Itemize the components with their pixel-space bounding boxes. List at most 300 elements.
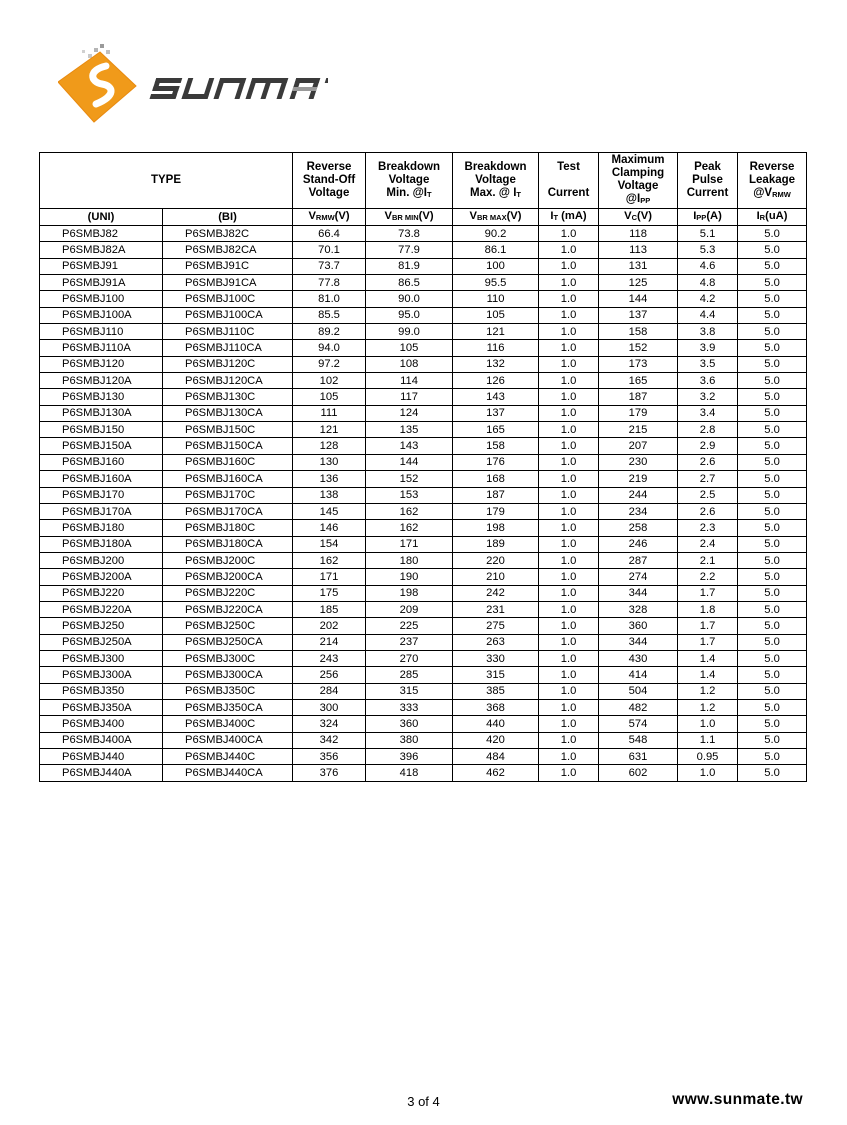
table-cell: 143 (453, 389, 539, 405)
table-cell: 1.0 (539, 536, 599, 552)
table-cell: P6SMBJ200C (163, 552, 293, 568)
table-cell: 97.2 (293, 356, 366, 372)
table-cell: 137 (599, 307, 678, 323)
table-cell: 5.0 (738, 389, 807, 405)
table-cell: P6SMBJ440 (40, 749, 163, 765)
table-cell: 143 (366, 438, 453, 454)
leakage-header: Reverse Leakage $@V_{RMW}$ (738, 153, 807, 209)
table-cell: 135 (366, 422, 453, 438)
table-cell: 270 (366, 650, 453, 666)
table-cell: 324 (293, 716, 366, 732)
table-cell: 5.0 (738, 699, 807, 715)
table-cell: P6SMBJ150C (163, 422, 293, 438)
table-cell: P6SMBJ400C (163, 716, 293, 732)
table-cell: P6SMBJ150CA (163, 438, 293, 454)
table-cell: 187 (599, 389, 678, 405)
table-cell: 165 (453, 422, 539, 438)
table-cell: P6SMBJ110C (163, 324, 293, 340)
table-cell: 5.0 (738, 324, 807, 340)
table-cell: 5.0 (738, 716, 807, 732)
table-cell: 5.0 (738, 422, 807, 438)
table-cell: P6SMBJ300A (40, 667, 163, 683)
table-cell: 5.0 (738, 373, 807, 389)
table-cell: 1.0 (539, 667, 599, 683)
table-cell: 5.0 (738, 683, 807, 699)
table-row (40, 618, 807, 634)
table-cell: 1.0 (539, 503, 599, 519)
table-cell: 5.0 (738, 520, 807, 536)
table-cell: 5.0 (738, 438, 807, 454)
table-cell: 86.5 (366, 275, 453, 291)
table-cell: 1.0 (539, 765, 599, 781)
table-cell: 5.3 (678, 242, 738, 258)
table-cell: 5.0 (738, 569, 807, 585)
table-cell: P6SMBJ300C (163, 650, 293, 666)
table-cell: 180 (366, 552, 453, 568)
table-cell: 482 (599, 699, 678, 715)
peak-pulse-header: Peak Pulse Current (678, 153, 738, 209)
it-unit: $I_T$ (mA) (539, 209, 599, 226)
table-cell: 70.1 (293, 242, 366, 258)
table-cell: 118 (599, 226, 678, 242)
table-cell: P6SMBJ160 (40, 454, 163, 470)
table-cell: P6SMBJ300CA (163, 667, 293, 683)
table-cell: 3.2 (678, 389, 738, 405)
table-cell: 284 (293, 683, 366, 699)
table-cell: 3.6 (678, 373, 738, 389)
table-cell: 333 (366, 699, 453, 715)
type-header: TYPE (40, 153, 293, 209)
table-cell: 2.4 (678, 536, 738, 552)
table-cell: P6SMBJ160CA (163, 471, 293, 487)
sunmate-logo (58, 42, 328, 132)
table-cell: 130 (293, 454, 366, 470)
table-cell: 3.5 (678, 356, 738, 372)
logo-wordmark (149, 78, 328, 99)
table-cell: 1.0 (539, 732, 599, 748)
table-cell: 263 (453, 634, 539, 650)
table-cell: P6SMBJ160A (40, 471, 163, 487)
table-cell: 1.0 (539, 683, 599, 699)
table-cell: 187 (453, 487, 539, 503)
table-row (40, 601, 807, 617)
table-cell: 136 (293, 471, 366, 487)
table-cell: 462 (453, 765, 539, 781)
table-cell: 168 (453, 471, 539, 487)
table-cell: 330 (453, 650, 539, 666)
table-row (40, 275, 807, 291)
table-cell: P6SMBJ400CA (163, 732, 293, 748)
table-cell: P6SMBJ220C (163, 585, 293, 601)
table-cell: 219 (599, 471, 678, 487)
table-cell: 81.9 (366, 258, 453, 274)
table-cell: 231 (453, 601, 539, 617)
table-cell: 5.0 (738, 634, 807, 650)
table-row (40, 732, 807, 748)
table-cell: 1.0 (539, 291, 599, 307)
table-cell: 125 (599, 275, 678, 291)
table-cell: P6SMBJ82 (40, 226, 163, 242)
table-cell: 1.0 (539, 226, 599, 242)
table-cell: P6SMBJ91A (40, 275, 163, 291)
uni-label: (UNI) (40, 209, 163, 226)
table-cell: 1.0 (678, 765, 738, 781)
table-cell: 244 (599, 487, 678, 503)
table-cell: 315 (453, 667, 539, 683)
table-cell: 230 (599, 454, 678, 470)
table-row (40, 749, 807, 765)
table-cell: 5.0 (738, 765, 807, 781)
table-cell: 342 (293, 732, 366, 748)
table-row (40, 471, 807, 487)
table-row (40, 520, 807, 536)
table-cell: 356 (293, 749, 366, 765)
table-cell: 90.2 (453, 226, 539, 242)
table-cell: 77.9 (366, 242, 453, 258)
table-cell: 1.0 (539, 552, 599, 568)
table-cell: P6SMBJ120 (40, 356, 163, 372)
table-cell: 602 (599, 765, 678, 781)
table-cell: 1.0 (539, 471, 599, 487)
vbrmin-unit: $V_{BR MIN}(V)$ (366, 209, 453, 226)
vbr-max-header: Breakdown Voltage Max. @ $I_T$ (453, 153, 539, 209)
table-cell: 173 (599, 356, 678, 372)
table-cell: 275 (453, 618, 539, 634)
table-cell: 5.0 (738, 618, 807, 634)
table-cell: 1.0 (539, 389, 599, 405)
table-cell: 132 (453, 356, 539, 372)
table-cell: P6SMBJ110CA (163, 340, 293, 356)
table-cell: 138 (293, 487, 366, 503)
table-cell: 95.5 (453, 275, 539, 291)
table-row (40, 438, 807, 454)
table-cell: 1.0 (539, 650, 599, 666)
table-cell: P6SMBJ180A (40, 536, 163, 552)
table-cell: 504 (599, 683, 678, 699)
table-cell: 114 (366, 373, 453, 389)
table-cell: 5.0 (738, 552, 807, 568)
table-cell: 179 (453, 503, 539, 519)
table-cell: P6SMBJ120C (163, 356, 293, 372)
table-cell: 202 (293, 618, 366, 634)
table-cell: 1.7 (678, 634, 738, 650)
table-cell: P6SMBJ400A (40, 732, 163, 748)
table-cell: 3.4 (678, 405, 738, 421)
table-row (40, 242, 807, 258)
table-cell: P6SMBJ170A (40, 503, 163, 519)
table-cell: 5.0 (738, 487, 807, 503)
table-cell: 146 (293, 520, 366, 536)
table-cell: 162 (366, 520, 453, 536)
table-cell: 144 (366, 454, 453, 470)
table-row (40, 536, 807, 552)
table-row (40, 340, 807, 356)
table-cell: 99.0 (366, 324, 453, 340)
table-cell: 1.0 (539, 242, 599, 258)
table-cell: P6SMBJ170CA (163, 503, 293, 519)
table-cell: 1.0 (539, 324, 599, 340)
table-cell: 1.0 (539, 258, 599, 274)
table-cell: 385 (453, 683, 539, 699)
table-cell: P6SMBJ82C (163, 226, 293, 242)
table-cell: 256 (293, 667, 366, 683)
table-cell: P6SMBJ170C (163, 487, 293, 503)
table-cell: 144 (599, 291, 678, 307)
table-cell: 2.7 (678, 471, 738, 487)
table-cell: P6SMBJ160C (163, 454, 293, 470)
table-cell: 145 (293, 503, 366, 519)
table-cell: P6SMBJ130 (40, 389, 163, 405)
table-cell: 1.0 (539, 356, 599, 372)
table-cell: 5.0 (738, 275, 807, 291)
table-cell: P6SMBJ100 (40, 291, 163, 307)
table-row (40, 569, 807, 585)
table-cell: 360 (599, 618, 678, 634)
table-cell: 121 (453, 324, 539, 340)
table-cell: 1.0 (539, 487, 599, 503)
standoff-header: Reverse Stand-Off Voltage (293, 153, 366, 209)
table-cell: 274 (599, 569, 678, 585)
table-cell: 162 (293, 552, 366, 568)
website-url[interactable]: www.sunmate.tw (672, 1091, 803, 1108)
table-cell: 215 (599, 422, 678, 438)
table-cell: 189 (453, 536, 539, 552)
table-row (40, 307, 807, 323)
table-cell: 66.4 (293, 226, 366, 242)
table-cell: P6SMBJ82CA (163, 242, 293, 258)
table-cell: 344 (599, 585, 678, 601)
table-cell: 3.8 (678, 324, 738, 340)
table-cell: 5.0 (738, 601, 807, 617)
table-cell: 158 (453, 438, 539, 454)
table-row (40, 650, 807, 666)
clamping-header: Maximum Clamping Voltage $@I_{PP}$ (599, 153, 678, 209)
spec-table (39, 152, 807, 782)
table-cell: P6SMBJ130C (163, 389, 293, 405)
bi-label: (BI) (163, 209, 293, 226)
table-cell: P6SMBJ110 (40, 324, 163, 340)
table-cell: P6SMBJ220A (40, 601, 163, 617)
table-cell: 85.5 (293, 307, 366, 323)
vc-unit: $V_C(V)$ (599, 209, 678, 226)
table-cell: P6SMBJ200 (40, 552, 163, 568)
table-row (40, 585, 807, 601)
table-cell: 73.8 (366, 226, 453, 242)
table-cell: 113 (599, 242, 678, 258)
table-cell: 420 (453, 732, 539, 748)
table-cell: 1.0 (539, 585, 599, 601)
page-number: 3 of 4 (407, 1094, 440, 1109)
table-cell: P6SMBJ170 (40, 487, 163, 503)
table-cell: 2.5 (678, 487, 738, 503)
table-cell: 5.0 (738, 307, 807, 323)
table-cell: 5.0 (738, 667, 807, 683)
table-cell: 258 (599, 520, 678, 536)
table-cell: 220 (453, 552, 539, 568)
table-row (40, 389, 807, 405)
table-cell: 209 (366, 601, 453, 617)
table-cell: 105 (293, 389, 366, 405)
table-cell: 418 (366, 765, 453, 781)
table-cell: 1.0 (539, 422, 599, 438)
table-cell: 328 (599, 601, 678, 617)
table-cell: P6SMBJ130A (40, 405, 163, 421)
table-cell: P6SMBJ91CA (163, 275, 293, 291)
table-cell: P6SMBJ250C (163, 618, 293, 634)
table-cell: P6SMBJ220 (40, 585, 163, 601)
table-cell: P6SMBJ91 (40, 258, 163, 274)
table-cell: 89.2 (293, 324, 366, 340)
table-cell: 124 (366, 405, 453, 421)
table-cell: 234 (599, 503, 678, 519)
table-cell: 5.0 (738, 536, 807, 552)
table-row (40, 667, 807, 683)
table-cell: 2.6 (678, 503, 738, 519)
table-cell: 5.0 (738, 732, 807, 748)
table-cell: 2.8 (678, 422, 738, 438)
table-row (40, 683, 807, 699)
unit-row (40, 209, 807, 226)
table-cell: 440 (453, 716, 539, 732)
table-cell: 5.0 (738, 356, 807, 372)
table-cell: 5.0 (738, 340, 807, 356)
table-row (40, 258, 807, 274)
table-cell: P6SMBJ350 (40, 683, 163, 699)
table-cell: 344 (599, 634, 678, 650)
table-cell: 102 (293, 373, 366, 389)
table-cell: 111 (293, 405, 366, 421)
table-cell: P6SMBJ110A (40, 340, 163, 356)
table-cell: 1.2 (678, 683, 738, 699)
table-cell: 1.4 (678, 650, 738, 666)
table-cell: 131 (599, 258, 678, 274)
vbr-min-header: Breakdown Voltage Min. $@I_T$ (366, 153, 453, 209)
table-row (40, 422, 807, 438)
table-cell: 121 (293, 422, 366, 438)
table-row (40, 716, 807, 732)
table-cell: 242 (453, 585, 539, 601)
table-cell: 94.0 (293, 340, 366, 356)
table-row (40, 454, 807, 470)
table-cell: 1.7 (678, 618, 738, 634)
vrmw-unit: $V_{RMW}(V)$ (293, 209, 366, 226)
table-cell: P6SMBJ100C (163, 291, 293, 307)
table-cell: P6SMBJ350A (40, 699, 163, 715)
table-cell: 137 (453, 405, 539, 421)
table-cell: 484 (453, 749, 539, 765)
table-row (40, 552, 807, 568)
table-cell: 368 (453, 699, 539, 715)
table-cell: P6SMBJ180 (40, 520, 163, 536)
table-cell: P6SMBJ300 (40, 650, 163, 666)
table-cell: P6SMBJ440A (40, 765, 163, 781)
table-cell: 117 (366, 389, 453, 405)
table-cell: 0.95 (678, 749, 738, 765)
table-cell: 152 (599, 340, 678, 356)
table-row (40, 487, 807, 503)
table-cell: 2.6 (678, 454, 738, 470)
table-cell: 95.0 (366, 307, 453, 323)
table-cell: 5.0 (738, 585, 807, 601)
table-cell: 1.0 (539, 618, 599, 634)
table-cell: 360 (366, 716, 453, 732)
table-cell: 396 (366, 749, 453, 765)
table-cell: P6SMBJ150 (40, 422, 163, 438)
table-cell: 631 (599, 749, 678, 765)
table-cell: 414 (599, 667, 678, 683)
table-cell: 237 (366, 634, 453, 650)
table-cell: 5.0 (738, 650, 807, 666)
table-row (40, 765, 807, 781)
table-cell: 1.0 (539, 307, 599, 323)
table-cell: 2.9 (678, 438, 738, 454)
table-cell: 90.0 (366, 291, 453, 307)
table-cell: 198 (453, 520, 539, 536)
table-cell: 185 (293, 601, 366, 617)
table-cell: P6SMBJ130CA (163, 405, 293, 421)
table-cell: P6SMBJ150A (40, 438, 163, 454)
table-cell: P6SMBJ120CA (163, 373, 293, 389)
table-cell: 190 (366, 569, 453, 585)
table-cell: 1.0 (539, 373, 599, 389)
table-cell: 2.3 (678, 520, 738, 536)
table-cell: 1.0 (539, 601, 599, 617)
table-row (40, 699, 807, 715)
table-cell: 198 (366, 585, 453, 601)
table-cell: P6SMBJ400 (40, 716, 163, 732)
table-cell: P6SMBJ91C (163, 258, 293, 274)
table-cell: 376 (293, 765, 366, 781)
table-cell: P6SMBJ350CA (163, 699, 293, 715)
table-cell: 246 (599, 536, 678, 552)
table-cell: 1.1 (678, 732, 738, 748)
table-cell: 380 (366, 732, 453, 748)
table-row (40, 405, 807, 421)
table-cell: 105 (366, 340, 453, 356)
table-cell: 1.0 (539, 749, 599, 765)
table-cell: 5.1 (678, 226, 738, 242)
table-cell: 1.0 (539, 634, 599, 650)
table-cell: 1.4 (678, 667, 738, 683)
table-cell: P6SMBJ250 (40, 618, 163, 634)
table-cell: 4.4 (678, 307, 738, 323)
table-cell: 3.9 (678, 340, 738, 356)
table-row (40, 373, 807, 389)
table-cell: 4.2 (678, 291, 738, 307)
table-cell: 1.8 (678, 601, 738, 617)
table-cell: P6SMBJ350C (163, 683, 293, 699)
table-cell: 548 (599, 732, 678, 748)
table-cell: 1.0 (539, 438, 599, 454)
table-cell: 5.0 (738, 454, 807, 470)
table-cell: 300 (293, 699, 366, 715)
table-cell: 1.0 (539, 699, 599, 715)
table-cell: 5.0 (738, 242, 807, 258)
table-cell: 5.0 (738, 471, 807, 487)
table-cell: 1.0 (678, 716, 738, 732)
table-cell: P6SMBJ180CA (163, 536, 293, 552)
table-cell: 285 (366, 667, 453, 683)
logo-mark (58, 44, 136, 122)
table-cell: 154 (293, 536, 366, 552)
table-row (40, 356, 807, 372)
table-cell: 116 (453, 340, 539, 356)
table-cell: 1.2 (678, 699, 738, 715)
table-cell: P6SMBJ220CA (163, 601, 293, 617)
table-cell: 1.0 (539, 405, 599, 421)
table-cell: 5.0 (738, 226, 807, 242)
table-cell: 171 (366, 536, 453, 552)
